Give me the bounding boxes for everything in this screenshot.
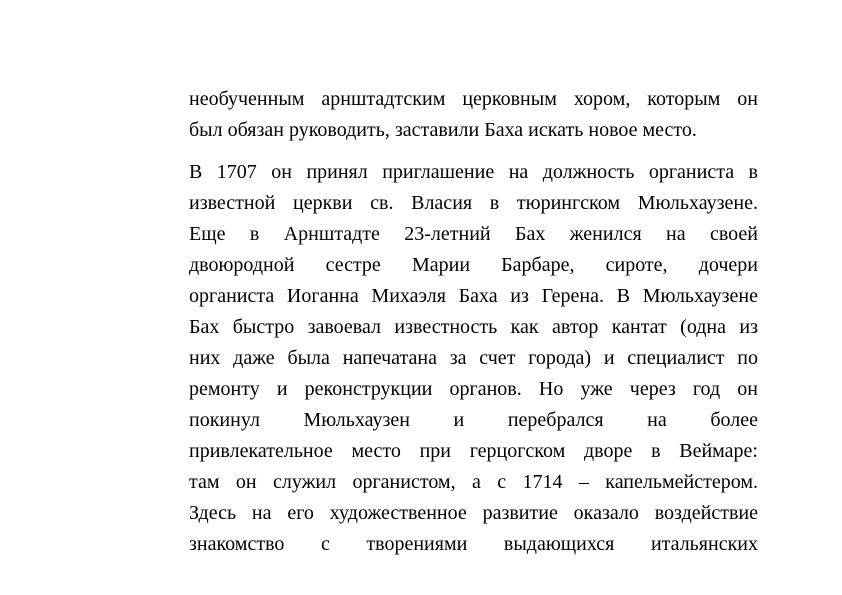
text-line: Здесь на его художественное развитие оказало воздействие (189, 502, 758, 524)
text-line: двоюродной сестре Марии Барбаре, сироте, дочери (189, 254, 758, 276)
body-text (189, 84, 758, 560)
text-line: ремонту и реконструкции органов. Но уже через год он (189, 378, 758, 400)
text-line: там он служил органистом, а с 1714 – капельмейстером. (189, 471, 758, 493)
text-line: известной церкви св. Власия в тюрингском Мюльхаузене. (189, 192, 758, 214)
text-line: органиста Иоганна Михаэля Баха из Герена. В Мюльхаузене (189, 285, 758, 307)
paragraph-1 (189, 84, 758, 146)
paragraph-2 (189, 157, 758, 560)
text-line: был обязан руководить, заставили Баха искать новое место. (189, 119, 697, 141)
text-line: Бах быстро завоевал известность как автор кантат (одна из (189, 316, 758, 338)
text-line: покинул Мюльхаузен и перебрался на более (189, 409, 758, 431)
text-line: них даже была напечатана за счет города) и специалист по (189, 347, 758, 369)
paragraph-spacing (189, 146, 758, 157)
text-line: Еще в Арнштадте 23-летний Бах женился на своей (189, 223, 758, 245)
text-line: В 1707 он принял приглашение на должность органиста в (189, 161, 758, 183)
text-line: привлекательное место при герцогском дворе в Веймаре: (189, 440, 758, 462)
text-line: необученным арнштадтским церковным хором, которым он (189, 88, 758, 110)
text-line: знакомство с творениями выдающихся итальянских (189, 533, 758, 555)
